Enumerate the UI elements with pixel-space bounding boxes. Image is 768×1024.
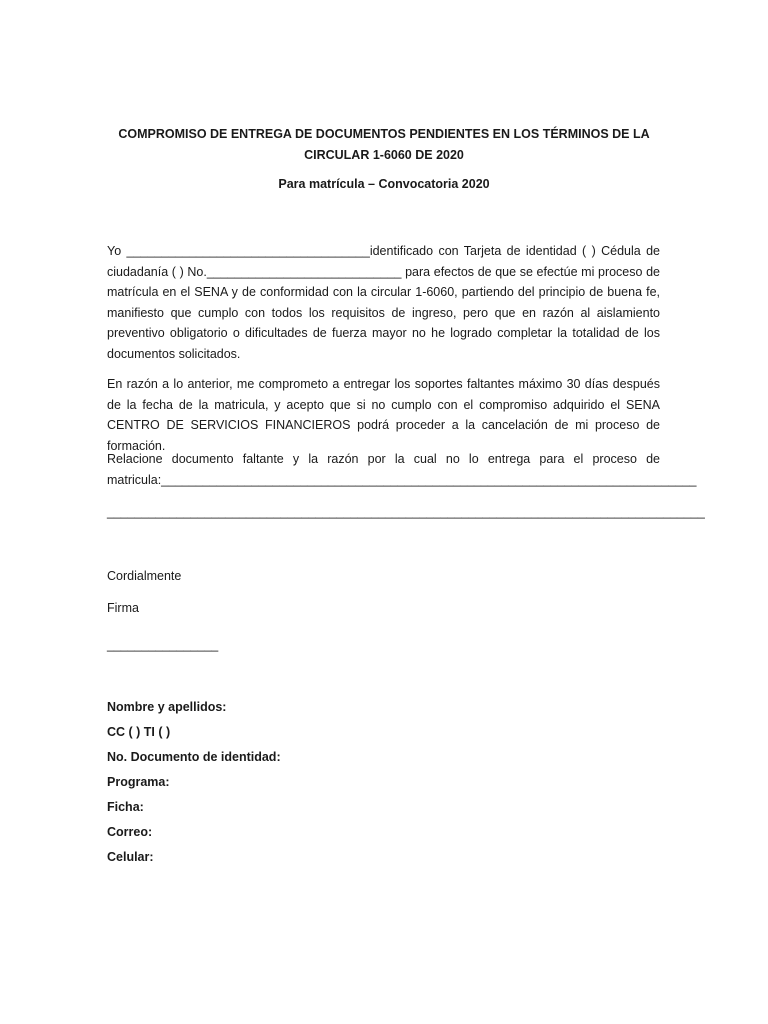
field-name-label: Nombre y apellidos: [107,700,227,714]
field-id-number-label: No. Documento de identidad: [107,750,281,764]
obligation-paragraph: En razón a lo anterior, me comprometo a entregar los soportes faltantes máximo 30 días después de la fecha de la matricula, y acepto que si no cumplo con el compromiso adquirido el SENA CENTRO DE SERVICIOS FINANCIEROS podrá proceder a la cancelación de mi proceso de formación. [107,377,660,453]
field-ficha-label: Ficha: [107,800,144,814]
field-email-label: Correo: [107,825,153,839]
blank-fill-line: ______________________________________________________________________________________ [107,505,705,519]
signature-line: ________________ [107,638,219,652]
missing-document-paragraph: Relacione documento faltante y la razón por la cual no lo entrega para el proceso de matricula:_____________________________________________________________________________ [107,452,697,487]
field-phone-label: Celular: [107,850,154,864]
field-program-label: Programa: [107,775,170,789]
closing-text: Cordialmente [107,569,182,583]
field-id-type-label: CC ( ) TI ( ) [107,725,171,739]
document-subtitle: Para matrícula – Convocatoria 2020 [278,177,490,191]
document-title: COMPROMISO DE ENTREGA DE DOCUMENTOS PENDIENTES EN LOS TÉRMINOS DE LA CIRCULAR 1-6060 DE 2020 [118,127,650,162]
commitment-paragraph: Yo ___________________________________identificado con Tarjeta de identidad ( ) Cédula de ciudadanía ( ) No.____________________________ para efectos de que se efectúe mi proceso de matrícula en el SENA y de conformidad con la circular 1-6060, partiendo del principio de buena fe, manifiesto que cumplo con todos los requisitos de ingreso, pero que en razón al aislamiento preventivo obligatorio o dificultades de fuerza mayor no he logrado completar la totalidad de los documentos solicitados. [107,244,660,361]
signature-label: Firma [107,601,139,615]
